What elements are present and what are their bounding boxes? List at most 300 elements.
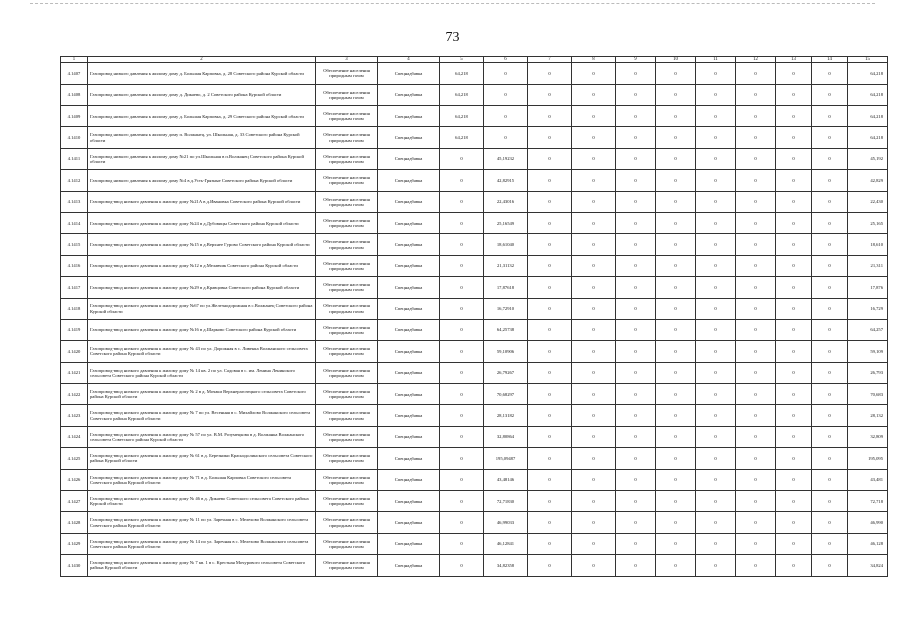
- value-col-12-cell: 0: [736, 512, 776, 533]
- table-row: [61, 191, 888, 212]
- row-id-cell: 4.1420: [61, 341, 88, 362]
- value-col-11-cell: 0: [696, 234, 736, 255]
- row-id-cell: 4.1408: [61, 84, 88, 105]
- value-col-9-cell: 0: [616, 512, 656, 533]
- value-col-14-cell: 0: [812, 405, 848, 426]
- budget-table-sheet: [60, 56, 883, 577]
- value-col-11-cell: 0: [696, 362, 736, 383]
- total-value-cell: 195,095: [848, 448, 888, 469]
- value-col-8-cell: 0: [572, 127, 616, 148]
- row-id-cell: 4.1415: [61, 234, 88, 255]
- value-col-10-cell: 0: [656, 127, 696, 148]
- value-col-5-cell: 64,218: [440, 84, 484, 105]
- value-col-8-cell: 0: [572, 234, 616, 255]
- funding-source-cell: Спецнадбавка: [378, 319, 440, 340]
- value-col-9-cell: 0: [616, 405, 656, 426]
- value-col-10-cell: 0: [656, 341, 696, 362]
- value-col-6-cell: 59,10906: [484, 341, 528, 362]
- funding-source-cell: Спецнадбавка: [378, 533, 440, 554]
- row-id-cell: 4.1412: [61, 170, 88, 191]
- top-rule: [30, 3, 875, 4]
- value-col-10-cell: 0: [656, 234, 696, 255]
- value-col-6-cell: 32,80864: [484, 426, 528, 447]
- column-header-5: 5: [440, 57, 484, 63]
- value-col-5-cell: 0: [440, 212, 484, 233]
- object-name-cell: Газопровод-ввод низкого давления к жилому дому № 46 в д. Дикаево Советского сельсовета Советского района Курской области: [88, 491, 316, 512]
- column-header-4: 4: [378, 57, 440, 63]
- funding-source-cell: Спецнадбавка: [378, 469, 440, 490]
- object-name-cell: Газопровод низкого давления к жилому дому №21 по ул.Школьная в п.Волжанец Советского района Курской области: [88, 148, 316, 169]
- funding-source-cell: Спецнадбавка: [378, 255, 440, 276]
- value-col-10-cell: 0: [656, 362, 696, 383]
- value-col-5-cell: 0: [440, 148, 484, 169]
- column-header-1: 1: [61, 57, 88, 63]
- value-col-12-cell: 0: [736, 277, 776, 298]
- value-col-7-cell: 0: [528, 127, 572, 148]
- budget-table: [60, 56, 888, 577]
- row-id-cell: 4.1410: [61, 127, 88, 148]
- table-row: [61, 448, 888, 469]
- value-col-8-cell: 0: [572, 555, 616, 576]
- value-col-12-cell: 0: [736, 127, 776, 148]
- value-col-6-cell: 16,72910: [484, 298, 528, 319]
- value-col-7-cell: 0: [528, 63, 572, 84]
- value-col-12-cell: 0: [736, 533, 776, 554]
- value-col-8-cell: 0: [572, 63, 616, 84]
- value-col-9-cell: 0: [616, 298, 656, 319]
- value-col-10-cell: 0: [656, 212, 696, 233]
- value-col-9-cell: 0: [616, 362, 656, 383]
- total-value-cell: 45,192: [848, 148, 888, 169]
- value-col-5-cell: 64,218: [440, 105, 484, 126]
- value-col-6-cell: 64,25738: [484, 319, 528, 340]
- value-col-11-cell: 0: [696, 277, 736, 298]
- funding-source-cell: Спецнадбавка: [378, 105, 440, 126]
- total-value-cell: 72,718: [848, 491, 888, 512]
- table-row: [61, 469, 888, 490]
- funding-source-cell: Спецнадбавка: [378, 212, 440, 233]
- value-col-5-cell: 0: [440, 298, 484, 319]
- value-col-7-cell: 0: [528, 533, 572, 554]
- row-id-cell: 4.1413: [61, 191, 88, 212]
- table-row: [61, 63, 888, 84]
- total-value-cell: 46,990: [848, 512, 888, 533]
- row-id-cell: 4.1430: [61, 555, 88, 576]
- value-col-5-cell: 0: [440, 255, 484, 276]
- row-id-cell: 4.1411: [61, 148, 88, 169]
- purpose-cell: Обеспечение населения природным газом: [316, 298, 378, 319]
- value-col-9-cell: 0: [616, 84, 656, 105]
- value-col-9-cell: 0: [616, 255, 656, 276]
- value-col-8-cell: 0: [572, 426, 616, 447]
- value-col-8-cell: 0: [572, 277, 616, 298]
- value-col-14-cell: 0: [812, 469, 848, 490]
- value-col-10-cell: 0: [656, 255, 696, 276]
- value-col-6-cell: 28,13182: [484, 405, 528, 426]
- value-col-11-cell: 0: [696, 555, 736, 576]
- value-col-12-cell: 0: [736, 319, 776, 340]
- value-col-14-cell: 0: [812, 448, 848, 469]
- value-col-12-cell: 0: [736, 491, 776, 512]
- total-value-cell: 26,793: [848, 362, 888, 383]
- value-col-7-cell: 0: [528, 512, 572, 533]
- value-col-13-cell: 0: [776, 341, 812, 362]
- value-col-8-cell: 0: [572, 469, 616, 490]
- purpose-cell: Обеспечение населения природным газом: [316, 555, 378, 576]
- value-col-11-cell: 0: [696, 298, 736, 319]
- value-col-12-cell: 0: [736, 84, 776, 105]
- funding-source-cell: Спецнадбавка: [378, 512, 440, 533]
- value-col-9-cell: 0: [616, 555, 656, 576]
- object-name-cell: Газопровод-ввод низкого давления к жилому дому № 14 по ул. Заречная в с. Мелехово Волжанского сельсовета Советского района Курской области: [88, 533, 316, 554]
- table-row: [61, 384, 888, 405]
- column-header-10: 10: [656, 57, 696, 63]
- value-col-9-cell: 0: [616, 127, 656, 148]
- table-row: [61, 170, 888, 191]
- table-row: [61, 127, 888, 148]
- value-col-14-cell: 0: [812, 512, 848, 533]
- value-col-5-cell: 0: [440, 469, 484, 490]
- value-col-7-cell: 0: [528, 362, 572, 383]
- value-col-5-cell: 0: [440, 277, 484, 298]
- funding-source-cell: Спецнадбавка: [378, 191, 440, 212]
- value-col-6-cell: 195,09487: [484, 448, 528, 469]
- value-col-9-cell: 0: [616, 148, 656, 169]
- value-col-14-cell: 0: [812, 555, 848, 576]
- column-header-14: 14: [812, 57, 848, 63]
- value-col-12-cell: 0: [736, 63, 776, 84]
- table-row: [61, 512, 888, 533]
- value-col-6-cell: 0: [484, 84, 528, 105]
- purpose-cell: Обеспечение населения природным газом: [316, 277, 378, 298]
- value-col-9-cell: 0: [616, 191, 656, 212]
- value-col-8-cell: 0: [572, 512, 616, 533]
- value-col-6-cell: 46,99033: [484, 512, 528, 533]
- value-col-8-cell: 0: [572, 362, 616, 383]
- funding-source-cell: Спецнадбавка: [378, 298, 440, 319]
- value-col-9-cell: 0: [616, 491, 656, 512]
- object-name-cell: Газопровод-ввод низкого давления к жилому дому №67 по ул.Железнодорожная в с.Волжанец Советского района Курской области: [88, 298, 316, 319]
- value-col-10-cell: 0: [656, 298, 696, 319]
- value-col-11-cell: 0: [696, 469, 736, 490]
- row-id-cell: 4.1425: [61, 448, 88, 469]
- table-row: [61, 426, 888, 447]
- value-col-10-cell: 0: [656, 319, 696, 340]
- value-col-14-cell: 0: [812, 491, 848, 512]
- value-col-12-cell: 0: [736, 234, 776, 255]
- total-value-cell: 21,311: [848, 255, 888, 276]
- value-col-6-cell: 22,43016: [484, 191, 528, 212]
- table-row: [61, 84, 888, 105]
- value-col-14-cell: 0: [812, 384, 848, 405]
- value-col-10-cell: 0: [656, 384, 696, 405]
- value-col-6-cell: 46,12841: [484, 533, 528, 554]
- value-col-13-cell: 0: [776, 84, 812, 105]
- value-col-12-cell: 0: [736, 298, 776, 319]
- row-id-cell: 4.1429: [61, 533, 88, 554]
- object-name-cell: Газопровод-ввод низкого давления к жилому дому № 71 в д. Большая Карповка Советского сельсовета Советского района Курской области: [88, 469, 316, 490]
- total-value-cell: 28,132: [848, 405, 888, 426]
- value-col-7-cell: 0: [528, 298, 572, 319]
- purpose-cell: Обеспечение населения природным газом: [316, 384, 378, 405]
- value-col-9-cell: 0: [616, 234, 656, 255]
- row-id-cell: 4.1423: [61, 405, 88, 426]
- value-col-10-cell: 0: [656, 84, 696, 105]
- object-name-cell: Газопровод низкого давления к жилому дому д. Большая Карповка, д. 29 Советского района Курской области: [88, 105, 316, 126]
- value-col-6-cell: 0: [484, 105, 528, 126]
- table-row: [61, 405, 888, 426]
- value-col-14-cell: 0: [812, 212, 848, 233]
- value-col-14-cell: 0: [812, 148, 848, 169]
- value-col-9-cell: 0: [616, 212, 656, 233]
- table-body: [61, 63, 888, 576]
- value-col-9-cell: 0: [616, 63, 656, 84]
- value-col-12-cell: 0: [736, 555, 776, 576]
- value-col-13-cell: 0: [776, 448, 812, 469]
- value-col-13-cell: 0: [776, 127, 812, 148]
- value-col-13-cell: 0: [776, 469, 812, 490]
- value-col-7-cell: 0: [528, 170, 572, 191]
- column-header-3: 3: [316, 57, 378, 63]
- value-col-13-cell: 0: [776, 148, 812, 169]
- value-col-6-cell: 18,61040: [484, 234, 528, 255]
- total-value-cell: 64,218: [848, 63, 888, 84]
- value-col-7-cell: 0: [528, 255, 572, 276]
- value-col-5-cell: 0: [440, 426, 484, 447]
- purpose-cell: Обеспечение населения природным газом: [316, 319, 378, 340]
- table-row: [61, 105, 888, 126]
- value-col-14-cell: 0: [812, 319, 848, 340]
- value-col-5-cell: 0: [440, 170, 484, 191]
- value-col-11-cell: 0: [696, 405, 736, 426]
- total-value-cell: 17,876: [848, 277, 888, 298]
- value-col-5-cell: 0: [440, 405, 484, 426]
- value-col-14-cell: 0: [812, 234, 848, 255]
- object-name-cell: Газопровод-ввод низкого давления к жилому дому № 7 кв. 1 в с. Крестная Мочурового сельсовета Советского района Курской области: [88, 555, 316, 576]
- value-col-14-cell: 0: [812, 255, 848, 276]
- value-col-9-cell: 0: [616, 170, 656, 191]
- table-row: [61, 533, 888, 554]
- value-col-14-cell: 0: [812, 170, 848, 191]
- total-value-cell: 64,218: [848, 127, 888, 148]
- purpose-cell: Обеспечение населения природным газом: [316, 448, 378, 469]
- object-name-cell: Газопровод-ввод низкого давления к жилому дому №29 в д.Кравцовка Советского района Курской области: [88, 277, 316, 298]
- value-col-9-cell: 0: [616, 105, 656, 126]
- value-col-12-cell: 0: [736, 148, 776, 169]
- value-col-11-cell: 0: [696, 491, 736, 512]
- value-col-8-cell: 0: [572, 255, 616, 276]
- total-value-cell: 70,683: [848, 384, 888, 405]
- value-col-10-cell: 0: [656, 63, 696, 84]
- value-col-8-cell: 0: [572, 491, 616, 512]
- object-name-cell: Газопровод-ввод низкого давления к жилому дому № 14 кв. 2 по ул. Садовая в с. им. Ленина Ленинского сельсовета Советского района Курской области: [88, 362, 316, 383]
- value-col-8-cell: 0: [572, 405, 616, 426]
- funding-source-cell: Спецнадбавка: [378, 234, 440, 255]
- value-col-14-cell: 0: [812, 341, 848, 362]
- value-col-11-cell: 0: [696, 170, 736, 191]
- value-col-10-cell: 0: [656, 148, 696, 169]
- value-col-13-cell: 0: [776, 533, 812, 554]
- row-id-cell: 4.1421: [61, 362, 88, 383]
- object-name-cell: Газопровод-ввод низкого давления к жилому дому № 43 по ул. Дорожная в с. Ливенка Волжанского сельсовета Советского района Курской области: [88, 341, 316, 362]
- purpose-cell: Обеспечение населения природным газом: [316, 512, 378, 533]
- value-col-14-cell: 0: [812, 127, 848, 148]
- total-value-cell: 46,128: [848, 533, 888, 554]
- value-col-10-cell: 0: [656, 170, 696, 191]
- total-value-cell: 59,109: [848, 341, 888, 362]
- column-header-15: 15: [848, 57, 888, 63]
- value-col-10-cell: 0: [656, 426, 696, 447]
- total-value-cell: 64,218: [848, 84, 888, 105]
- purpose-cell: Обеспечение населения природным газом: [316, 533, 378, 554]
- value-col-9-cell: 0: [616, 277, 656, 298]
- value-col-11-cell: 0: [696, 105, 736, 126]
- value-col-7-cell: 0: [528, 319, 572, 340]
- value-col-11-cell: 0: [696, 384, 736, 405]
- value-col-14-cell: 0: [812, 105, 848, 126]
- value-col-6-cell: 0: [484, 127, 528, 148]
- value-col-10-cell: 0: [656, 405, 696, 426]
- purpose-cell: Обеспечение населения природным газом: [316, 170, 378, 191]
- value-col-14-cell: 0: [812, 63, 848, 84]
- value-col-8-cell: 0: [572, 148, 616, 169]
- column-header-13: 13: [776, 57, 812, 63]
- value-col-5-cell: 0: [440, 341, 484, 362]
- value-col-13-cell: 0: [776, 426, 812, 447]
- total-value-cell: 18,610: [848, 234, 888, 255]
- purpose-cell: Обеспечение населения природным газом: [316, 63, 378, 84]
- table-row: [61, 212, 888, 233]
- purpose-cell: Обеспечение населения природным газом: [316, 84, 378, 105]
- value-col-14-cell: 0: [812, 191, 848, 212]
- value-col-8-cell: 0: [572, 212, 616, 233]
- value-col-9-cell: 0: [616, 533, 656, 554]
- object-name-cell: Газопровод низкого давления к жилому дому д. Дикаевo, д. 2 Советского района Курской области: [88, 84, 316, 105]
- column-header-8: 8: [572, 57, 616, 63]
- value-col-7-cell: 0: [528, 105, 572, 126]
- value-col-13-cell: 0: [776, 212, 812, 233]
- object-name-cell: Газопровод низкого давления к жилому дому д. Большая Карповка, д. 28 Советского района Курской области: [88, 63, 316, 84]
- object-name-cell: Газопровод низкого давления к жилому дому п. Волжанец, ул. Школьная, д. 33 Советского района Курской области: [88, 127, 316, 148]
- value-col-12-cell: 0: [736, 105, 776, 126]
- value-col-13-cell: 0: [776, 255, 812, 276]
- funding-source-cell: Спецнадбавка: [378, 127, 440, 148]
- funding-source-cell: Спецнадбавка: [378, 148, 440, 169]
- value-col-11-cell: 0: [696, 84, 736, 105]
- value-col-5-cell: 0: [440, 448, 484, 469]
- table-row: [61, 255, 888, 276]
- value-col-5-cell: 0: [440, 533, 484, 554]
- object-name-cell: Газопровод-ввод низкого давления к жилому дому № 57 по ул. В.М. Розумецкова в д. Волжанка Волжанского сельсовета Советского района Курской области: [88, 426, 316, 447]
- row-id-cell: 4.1419: [61, 319, 88, 340]
- page-number: 73: [445, 30, 460, 45]
- total-value-cell: 25,165: [848, 212, 888, 233]
- value-col-5-cell: 0: [440, 555, 484, 576]
- value-col-11-cell: 0: [696, 341, 736, 362]
- value-col-5-cell: 0: [440, 491, 484, 512]
- table-row: [61, 277, 888, 298]
- purpose-cell: Обеспечение населения природным газом: [316, 127, 378, 148]
- value-col-11-cell: 0: [696, 255, 736, 276]
- value-col-12-cell: 0: [736, 341, 776, 362]
- value-col-13-cell: 0: [776, 512, 812, 533]
- value-col-13-cell: 0: [776, 319, 812, 340]
- value-col-5-cell: 64,218: [440, 127, 484, 148]
- value-col-7-cell: 0: [528, 448, 572, 469]
- funding-source-cell: Спецнадбавка: [378, 362, 440, 383]
- value-col-13-cell: 0: [776, 234, 812, 255]
- value-col-12-cell: 0: [736, 426, 776, 447]
- object-name-cell: Газопровод-ввод низкого давления к жилому дому №16 в д.Шарково Советского района Курской области: [88, 319, 316, 340]
- value-col-12-cell: 0: [736, 362, 776, 383]
- value-col-7-cell: 0: [528, 341, 572, 362]
- funding-source-cell: Спецнадбавка: [378, 170, 440, 191]
- value-col-10-cell: 0: [656, 512, 696, 533]
- value-col-11-cell: 0: [696, 148, 736, 169]
- value-col-12-cell: 0: [736, 191, 776, 212]
- column-header-9: 9: [616, 57, 656, 63]
- value-col-10-cell: 0: [656, 555, 696, 576]
- value-col-9-cell: 0: [616, 448, 656, 469]
- value-col-9-cell: 0: [616, 341, 656, 362]
- value-col-10-cell: 0: [656, 533, 696, 554]
- value-col-13-cell: 0: [776, 298, 812, 319]
- value-col-13-cell: 0: [776, 362, 812, 383]
- value-col-5-cell: 0: [440, 384, 484, 405]
- column-header-6: 6: [484, 57, 528, 63]
- purpose-cell: Обеспечение населения природным газом: [316, 234, 378, 255]
- value-col-7-cell: 0: [528, 405, 572, 426]
- value-col-11-cell: 0: [696, 63, 736, 84]
- value-col-8-cell: 0: [572, 448, 616, 469]
- value-col-6-cell: 34,82358: [484, 555, 528, 576]
- value-col-8-cell: 0: [572, 384, 616, 405]
- table-row: [61, 362, 888, 383]
- value-col-5-cell: 0: [440, 191, 484, 212]
- purpose-cell: Обеспечение населения природным газом: [316, 105, 378, 126]
- purpose-cell: Обеспечение населения природным газом: [316, 148, 378, 169]
- value-col-6-cell: 70,68297: [484, 384, 528, 405]
- row-id-cell: 4.1422: [61, 384, 88, 405]
- value-col-12-cell: 0: [736, 255, 776, 276]
- value-col-10-cell: 0: [656, 105, 696, 126]
- purpose-cell: Обеспечение населения природным газом: [316, 426, 378, 447]
- value-col-13-cell: 0: [776, 277, 812, 298]
- row-id-cell: 4.1407: [61, 63, 88, 84]
- value-col-14-cell: 0: [812, 298, 848, 319]
- total-value-cell: 16,729: [848, 298, 888, 319]
- value-col-5-cell: 0: [440, 362, 484, 383]
- object-name-cell: Газопровод-ввод низкого давления к жилому дому № 11 по ул. Заречная в с. Мелехово Волжанского сельсовета Советского района Курской области: [88, 512, 316, 533]
- purpose-cell: Обеспечение населения природным газом: [316, 212, 378, 233]
- column-header-11: 11: [696, 57, 736, 63]
- value-col-12-cell: 0: [736, 469, 776, 490]
- value-col-10-cell: 0: [656, 448, 696, 469]
- purpose-cell: Обеспечение населения природным газом: [316, 491, 378, 512]
- row-id-cell: 4.1424: [61, 426, 88, 447]
- funding-source-cell: Спецнадбавка: [378, 277, 440, 298]
- object-name-cell: Газопровод-ввод низкого давления к жилому дому № 2 в д. Мочаки Верхнерагозецкого сельсовета Советского района Курской области: [88, 384, 316, 405]
- value-col-6-cell: 45,19232: [484, 148, 528, 169]
- row-id-cell: 4.1409: [61, 105, 88, 126]
- table-row: [61, 555, 888, 576]
- value-col-11-cell: 0: [696, 191, 736, 212]
- object-name-cell: Газопровод низкого давления к жилому дому №4 в д.Усть-Грязные Советского района Курской области: [88, 170, 316, 191]
- value-col-7-cell: 0: [528, 234, 572, 255]
- funding-source-cell: Спецнадбавка: [378, 84, 440, 105]
- value-col-9-cell: 0: [616, 384, 656, 405]
- object-name-cell: Газопровод-ввод низкого давления к жилому дому №12 в д.Мелавчик Советского района Курской области: [88, 255, 316, 276]
